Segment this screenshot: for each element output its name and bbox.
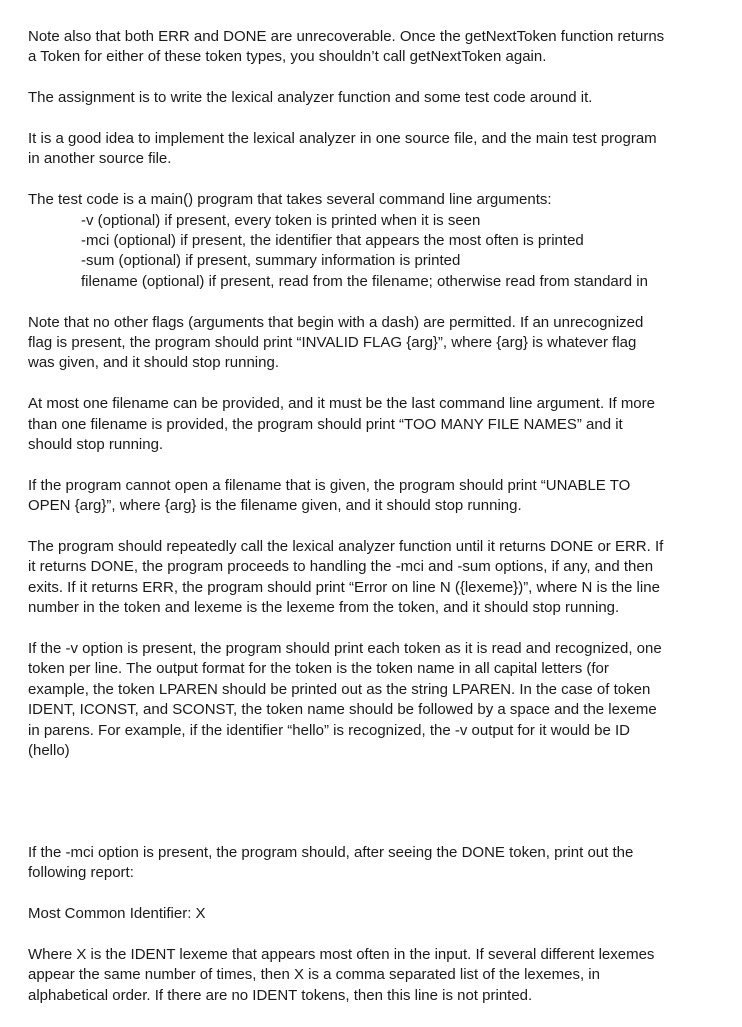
paragraph-source-files — [28, 129, 728, 170]
text-line: The program should repeatedly call the lexical analyzer function until it returns DONE or ERR. If — [28, 538, 664, 556]
text-line: (hello) — [28, 742, 70, 760]
text-line: should stop running. — [28, 436, 164, 454]
text-line: than one filename is provided, the program should print “TOO MANY FILE NAMES” and it — [28, 415, 623, 433]
paragraph-unrecoverable — [28, 27, 728, 68]
text-line: Note also that both ERR and DONE are unrecoverable. Once the getNextToken function returns — [28, 28, 665, 45]
paragraph-v-option — [28, 639, 728, 761]
paragraph-too-many-files — [28, 394, 728, 455]
option-sum: -sum (optional) if present, summary information is printed — [81, 252, 461, 270]
option-mci: -mci (optional) if present, the identifier that appears the most often is printed — [81, 232, 584, 250]
text-line: The test code is a main() program that takes several command line arguments: — [28, 191, 552, 209]
text-line: Most Common Identifier: X — [28, 905, 206, 923]
text-line: in parens. For example, if the identifier “hello” is recognized, the -v output for it would be ID — [28, 721, 630, 739]
text-line: token per line. The output format for the token is the token name in all capital letters (for — [28, 660, 609, 678]
blank-space — [28, 782, 728, 843]
text-line: was given, and it should stop running. — [28, 354, 279, 372]
text-line: following report: — [28, 864, 134, 882]
text-line: The assignment is to write the lexical analyzer function and some test code around it. — [28, 89, 593, 107]
text-line: flag is present, the program should print “INVALID FLAG {arg}”, where {arg} is whatever flag — [28, 334, 637, 352]
text-line: It is a good idea to implement the lexical analyzer in one source file, and the main test program — [28, 130, 657, 147]
text-line: number in the token and lexeme is the lexeme from the token, and it should stop running. — [28, 599, 620, 617]
text-line: a Token for either of these token types, you shouldn’t call getNextToken again. — [28, 48, 547, 66]
text-line: appear the same number of times, then X is a comma separated list of the lexemes, in — [28, 966, 600, 984]
text-line: At most one filename can be provided, and it must be the last command line argument. If more — [28, 395, 655, 413]
text-line: If the -v option is present, the program should print each token as it is read and recognized, one — [28, 640, 662, 658]
text-line: OPEN {arg}”, where {arg} is the filename given, and it should stop running. — [28, 497, 522, 515]
paragraph-report-explanation — [28, 945, 728, 1006]
text-line: IDENT, ICONST, and SCONST, the token name should be followed by a space and the lexeme — [28, 701, 657, 719]
paragraph-repeated-calls — [28, 537, 728, 619]
text-line: alphabetical order. If there are no IDENT tokens, then this line is not printed. — [28, 986, 533, 1004]
document-page — [28, 27, 728, 1027]
text-line: in another source file. — [28, 150, 172, 168]
option-filename: filename (optional) if present, read from the filename; otherwise read from standard in — [81, 272, 648, 290]
text-line: If the program cannot open a filename that is given, the program should print “UNABLE TO — [28, 476, 631, 494]
paragraph-command-line-args — [28, 190, 728, 292]
paragraph-unable-to-open — [28, 476, 728, 517]
paragraph-mci-option — [28, 843, 728, 884]
option-v: -v (optional) if present, every token is printed when it is seen — [81, 211, 481, 229]
paragraph-assignment — [28, 88, 728, 108]
text-line: Where X is the IDENT lexeme that appears most often in the input. If several different lexemes — [28, 945, 655, 963]
text-line: Note that no other flags (arguments that begin with a dash) are permitted. If an unrecognized — [28, 313, 644, 331]
paragraph-invalid-flag — [28, 313, 728, 374]
text-line: If the -mci option is present, the program should, after seeing the DONE token, print out the — [28, 843, 634, 861]
paragraph-report-example — [28, 904, 728, 924]
text-line: it returns DONE, the program proceeds to handling the -mci and -sum options, if any, and then — [28, 558, 654, 576]
text-line: exits. If it returns ERR, the program should print “Error on line N ({lexeme})”, where N is the line — [28, 578, 660, 596]
text-line: example, the token LPAREN should be printed out as the string LPAREN. In the case of token — [28, 680, 651, 698]
